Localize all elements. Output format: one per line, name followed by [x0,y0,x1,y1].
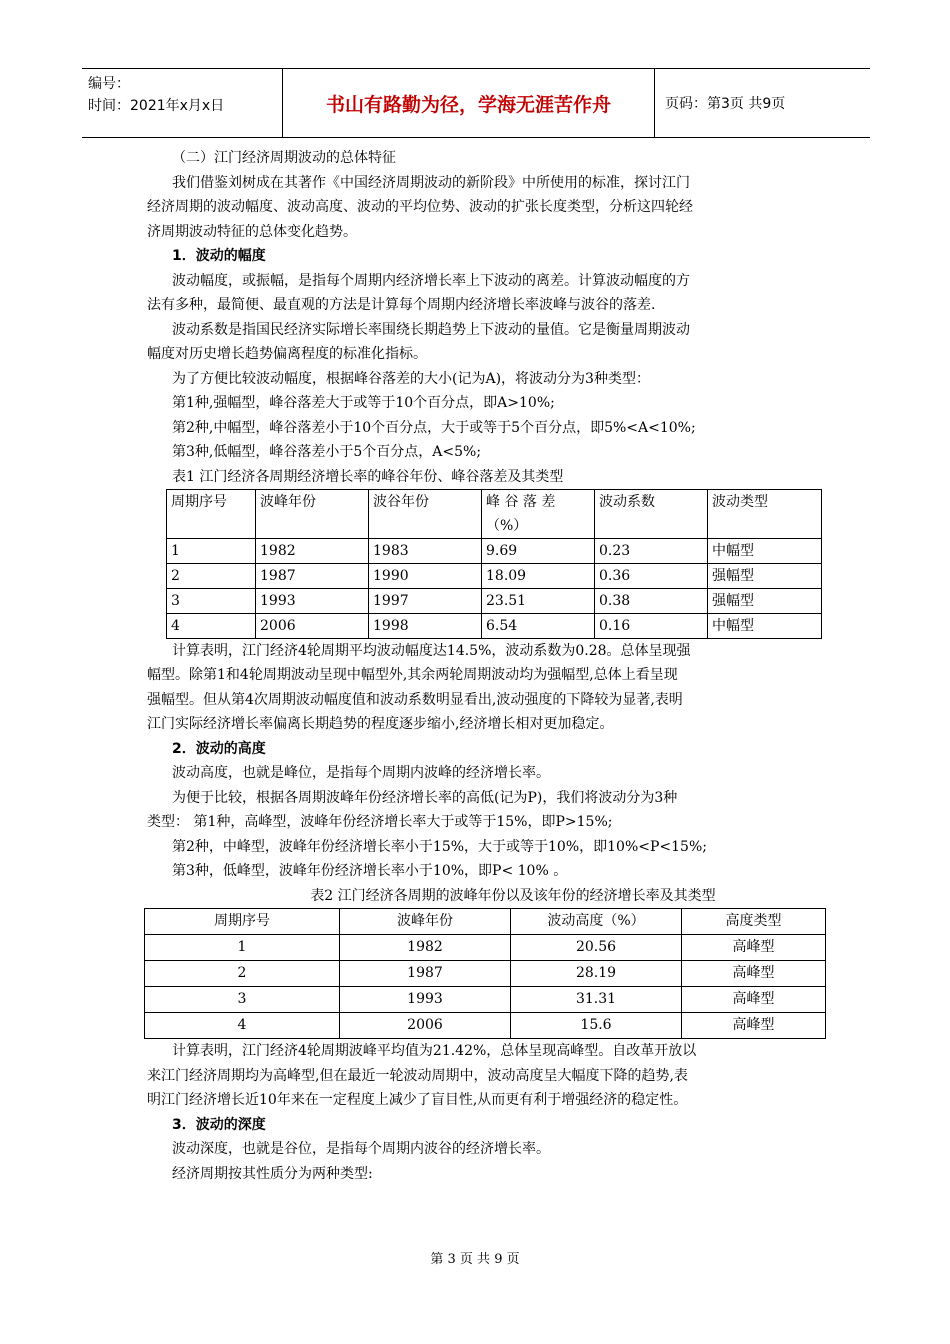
table-row [145,1013,826,1039]
table-cell: 1 [167,538,256,563]
table1-header-cell: 波峰年份 [256,489,369,538]
table2-caption: 表2 江门经济各周期的波峰年份以及该年份的经济增长率及其类型 [310,887,716,904]
page-footer: 第 3 页 共 9 页 [430,1252,520,1267]
table2-header-cell: 高度类型 [682,909,826,935]
table-row [167,563,822,588]
table-cell: 1983 [369,538,482,563]
header-meta [82,69,282,137]
table-cell: 1 [145,935,340,961]
table1-header-cell: 波动系数 [595,489,708,538]
height-conclusion-line3: 明江门经济增长近10年来在一定程度上减少了盲目性,从而更有利于增强经济的稳定性。 [147,1092,688,1108]
table-row [167,588,822,613]
table-cell: 1982 [256,538,369,563]
table-1 [166,489,822,639]
table1-header-cell: 周期序号 [167,489,256,538]
table-cell: 1998 [369,613,482,638]
table1-header-cell [482,489,595,538]
table-cell: 1993 [340,987,511,1013]
height-p2-line1: 为便于比较，根据各周期波峰年份经济增长率的高低(记为P)，我们将波动分为3种 [172,789,678,806]
height-conclusion-line2: 来江门经济周期均为高峰型,但在最近一轮波动周期中，波动高度呈大幅度下降的趋势,表 [147,1067,688,1084]
intro-line-2: 经济周期的波动幅度、波动高度、波动的平均位势、波动的扩张长度类型，分析这四轮经 [147,199,693,215]
table-cell: 高峰型 [682,987,826,1013]
table-cell: 18.09 [482,563,595,588]
table-row [145,987,826,1013]
table-cell: 1987 [256,563,369,588]
table-cell: 1982 [340,935,511,961]
table-row [145,961,826,987]
table-cell: 0.36 [595,563,708,588]
amplitude-conclusion-line3: 强幅型。但从第4次周期波动幅度值和波动系数明显看出,波动强度的下降较为显著,表明 [147,691,683,708]
table-cell: 中幅型 [708,613,822,638]
table-row [145,935,826,961]
intro-line-3: 济周期波动特征的总体变化趋势。 [147,223,357,240]
section-title: （二）江门经济周期波动的总体特征 [172,150,396,166]
document-number-label: 编号： [88,76,130,92]
table-cell: 2 [145,961,340,987]
table-cell: 23.51 [482,588,595,613]
table-cell: 15.6 [511,1013,682,1039]
table-cell: 高峰型 [682,935,826,961]
table-cell: 0.16 [595,613,708,638]
table-cell: 2 [167,563,256,588]
table-cell: 2006 [340,1013,511,1039]
depth-p1: 波动深度，也就是谷位，是指每个周期内波谷的经济增长率。 [172,1141,550,1157]
table-cell: 9.69 [482,538,595,563]
table2-header-cell: 周期序号 [145,909,340,935]
amplitude-type-3: 第3种,低幅型，峰谷落差小于5个百分点，A<5%; [172,444,482,460]
table-cell: 1993 [256,588,369,613]
table-cell: 4 [145,1013,340,1039]
table2-header-cell: 波峰年份 [340,909,511,935]
table-cell: 1987 [340,961,511,987]
amplitude-type-1: 第1种,强幅型，峰谷落差大于或等于10个百分点，即A>10%; [172,395,555,411]
table-cell: 6.54 [482,613,595,638]
height-p2-line2: 类型： 第1种，高峰型，波峰年份经济增长率大于或等于15%，即P>15%; [147,814,613,830]
amplitude-type-2: 第2种,中幅型，峰谷落差小于10个百分点，大于或等于5个百分点，即5%<A<10%; [172,419,696,436]
intro-line-1: 我们借鉴刘树成在其著作《中国经济周期波动的新阶段》中所使用的标准，探讨江门 [172,174,690,191]
heading-amplitude: 1．波动的幅度 [172,248,266,264]
table2-header-cell: 波动高度（%） [511,909,682,935]
table1-header-cell: 波谷年份 [369,489,482,538]
amplitude-p1-line2: 法有多种，最简便、最直观的方法是计算每个周期内经济增长率波峰与波谷的落差. [147,297,656,313]
table-cell: 强幅型 [708,588,822,613]
height-p1: 波动高度，也就是峰位，是指每个周期内波峰的经济增长率。 [172,765,550,781]
table-cell: 1997 [369,588,482,613]
header-motto: 书山有路勤为径，学海无涯苦作舟 [282,69,655,137]
amplitude-conclusion-line4: 江门实际经济增长率偏离长期趋势的程度逐步缩小,经济增长相对更加稳定。 [147,716,614,732]
table1-header-range: 峰 谷 落 差 [486,493,556,510]
amplitude-p2-line1: 波动系数是指国民经济实际增长率围绕长期趋势上下波动的量值。它是衡量周期波动 [172,321,690,338]
table-cell: 31.31 [511,987,682,1013]
table1-header-cell: 波动类型 [708,489,822,538]
height-type-3: 第3种，低峰型，波峰年份经济增长率小于10%，即P< 10% 。 [172,863,568,879]
table-cell: 强幅型 [708,563,822,588]
table-cell: 高峰型 [682,1013,826,1039]
heading-depth: 3．波动的深度 [172,1116,266,1133]
table-cell: 2006 [256,613,369,638]
amplitude-conclusion-line2: 幅型。除第1和4轮周期波动呈现中幅型外,其余两轮周期波动均为强幅型,总体上看呈现 [147,667,678,683]
table-cell: 0.23 [595,538,708,563]
document-body [147,146,808,1186]
table-cell: 高峰型 [682,961,826,987]
document-date: 时间：2021年x月x日 [88,98,225,114]
table-cell: 1990 [369,563,482,588]
amplitude-p1-line1: 波动幅度，或振幅，是指每个周期内经济增长率上下波动的离差。计算波动幅度的方 [172,272,690,289]
table1-caption: 表1 江门经济各周期经济增长率的峰谷年份、峰谷落差及其类型 [172,468,564,485]
table-cell: 20.56 [511,935,682,961]
table-cell: 中幅型 [708,538,822,563]
table-cell: 28.19 [511,961,682,987]
height-conclusion-line1: 计算表明，江门经济4轮周期波峰平均值为21.42%，总体呈现高峰型。自改革开放以 [172,1043,697,1059]
table1-header-unit: （%） [486,517,528,534]
table-cell: 3 [145,987,340,1013]
table-row [167,538,822,563]
table1-header-row [167,489,822,538]
amplitude-conclusion-line1: 计算表明，江门经济4轮周期平均波动幅度达14.5%，波动系数为0.28。总体呈现强 [172,642,691,659]
amplitude-p2-line2: 幅度对历史增长趋势偏离程度的标准化指标。 [147,346,427,362]
depth-p2: 经济周期按其性质分为两种类型: [172,1165,373,1182]
table-row [167,613,822,638]
page-header [82,68,870,138]
height-type-2: 第2种，中峰型，波峰年份经济增长率小于15%，大于或等于10%，即10%<P<15%; [172,838,707,855]
table-cell: 0.38 [595,588,708,613]
table2-header-row [145,909,826,935]
amplitude-p3: 为了方便比较波动幅度，根据峰谷落差的大小(记为A)，将波动分为3种类型： [172,370,650,387]
table-cell: 4 [167,613,256,638]
table-2 [144,908,826,1039]
heading-height: 2．波动的高度 [172,740,266,757]
header-page-info: 页码：第3页 共9页 [665,96,786,112]
table-cell: 3 [167,588,256,613]
